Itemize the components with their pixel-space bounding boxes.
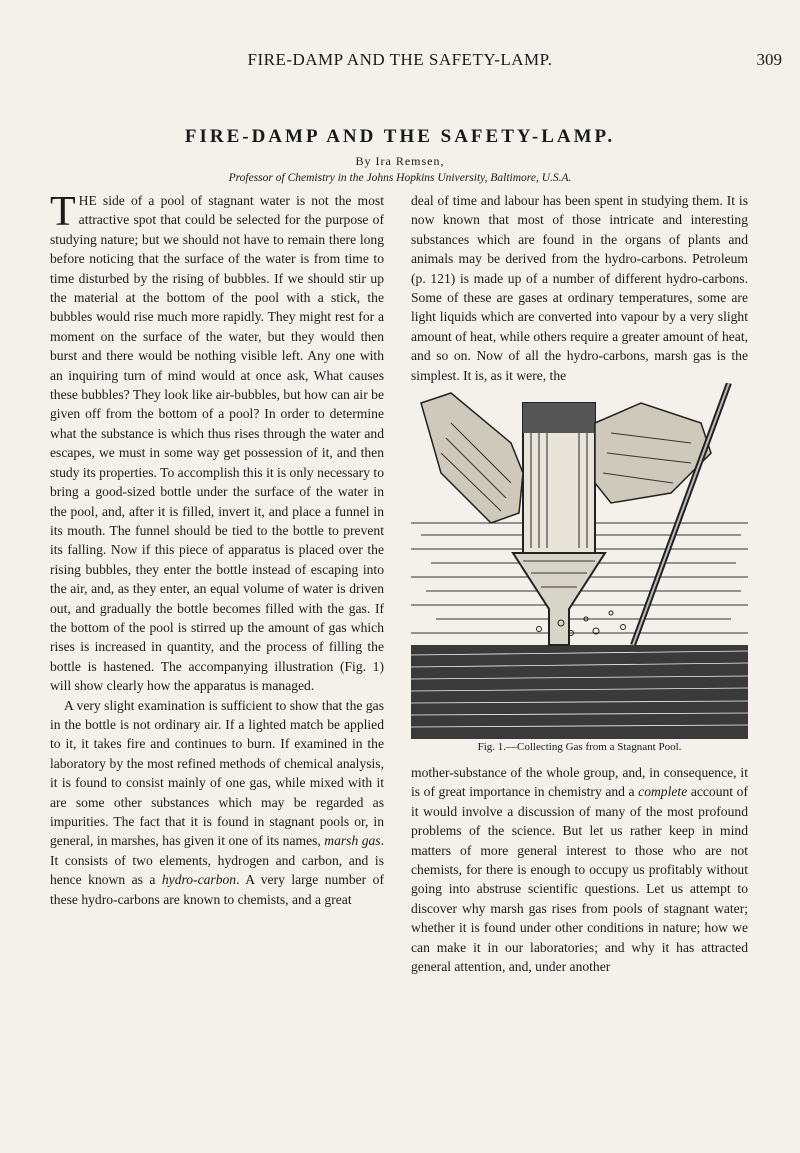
inverted-bottle xyxy=(523,403,595,553)
pool-bottom xyxy=(411,645,748,739)
paragraph-4-text-a: mother-substance of the whole group, and, in consequence, it is of great importance in chemistry and a xyxy=(411,765,748,800)
figure-caption: Fig. 1.—Collecting Gas from a Stagnant Pool. xyxy=(477,741,682,753)
figure-illustration xyxy=(411,383,748,739)
gas-collection-engraving xyxy=(411,383,748,739)
paragraph-2-text-b: . It consists of two elements, hydrogen and carbon, and is hence known as a xyxy=(50,833,385,888)
right-column-bottom xyxy=(411,763,748,1133)
page-number: 309 xyxy=(756,50,782,69)
paragraph-1 xyxy=(50,191,384,696)
term-complete: complete xyxy=(638,784,688,800)
paragraph-1-text: HE side of a pool of stagnant water is not the most attractive spot that could be selected for the purpose of studying nature; but we should not have to remain there long before noticing that the surface of the water is from time to time disturbed by the rising of bubbles. If we should stir up the material at the bottom of the pool with a stick, the bubbles would rise much more rapidly. They might rest for a moment on the surface of the water, but they would then burst and there would be nothing visible left. Any one with an inquiring turn of mind would at once ask, What causes these bubbles? They look like air-bubbles, but how can air be given off from the bottom of a pool? In order to determine what the substance is which thus rises through the water and escapes, we must in some way get possession of it, and then study its properties. To accomplish this it is only necessary to bring a good-sized bottle under the surface of the water in the pool, and, after it is filled, invert it, and place a funnel in its mouth. The funnel should be tied to the bottle to prevent its falling. Now if this piece of apparatus is placed over the rising bubbles, they enter the bottle instead of escaping into the air, and, as they enter, an equal volume of water is driven out, and gradually the bottle becomes filled with the gas. If the bottom of the pool is stirred up the amount of gas which rises is increased in quantity, and the process of filling the bottle is hastened. The accompanying illustration (Fig. 1) will show clearly how the apparatus is managed. xyxy=(50,193,384,694)
affiliation: Professor of Chemistry in the Johns Hopkins University, Baltimore, U.S.A. xyxy=(228,172,572,184)
drop-cap: T xyxy=(50,189,76,235)
left-column xyxy=(50,191,384,1131)
paragraph-2-text-c: . A very large number of these hydro-carbons are known to chemists, and a great xyxy=(50,872,384,907)
running-title: FIRE-DAMP AND THE SAFETY-LAMP. xyxy=(247,50,553,69)
paragraph-3: deal of time and labour has been spent in studying them. It is now known that most of those intricate and interesting substances which are found in the organs of plants and animals may be derived from the hydro-carbons. Petroleum (p. 121) is made up of a number of different hydro-carbons. Some of these are gases at ordinary temperatures, some are light liquids which are converted into vapour by a very slight amount of heat, while others require a greater amount of heat, and so on. Now of all the hydro-carbons, marsh gas is the simplest. It is, as it were, the xyxy=(411,193,748,383)
paragraph-4 xyxy=(411,763,748,976)
article-title: FIRE-DAMP AND THE SAFETY-LAMP. xyxy=(184,126,616,147)
page-header xyxy=(0,50,800,74)
byline: By Ira Remsen, xyxy=(355,154,445,168)
paragraph-4-text-b: account of it would involve a discussion of many of the most profound problems of the science. But let us rather keep in mind matters of more general interest to those who are not chemists, for there is enough to occupy us profitably without going into abstruse scientific questions. Let us attempt to discover why marsh gas rises from pools of stagnant water; whether it is found under other conditions in nature; how we can make it in our laboratories; and why it has attracted general attention, and, under another xyxy=(411,784,748,975)
paragraph-2-text-a: A very slight examination is sufficient to show that the gas in the bottle is not ordinary air. If a lighted match be applied to it, it takes fire and continues to burn. If examined in the laboratory by the most refined methods of chemical analysis, it is found to consist mainly of one gas, while mixed with it are some other substances which may be regarded as impurities. The fact that it is found in stagnant pools or, in general, in marshes, has given it one of its names, xyxy=(50,697,384,849)
term-hydro-carbon: hydro-carbon xyxy=(161,872,237,888)
right-column-top xyxy=(411,191,748,381)
term-marsh-gas: marsh gas xyxy=(324,833,381,849)
paragraph-2 xyxy=(50,696,384,909)
